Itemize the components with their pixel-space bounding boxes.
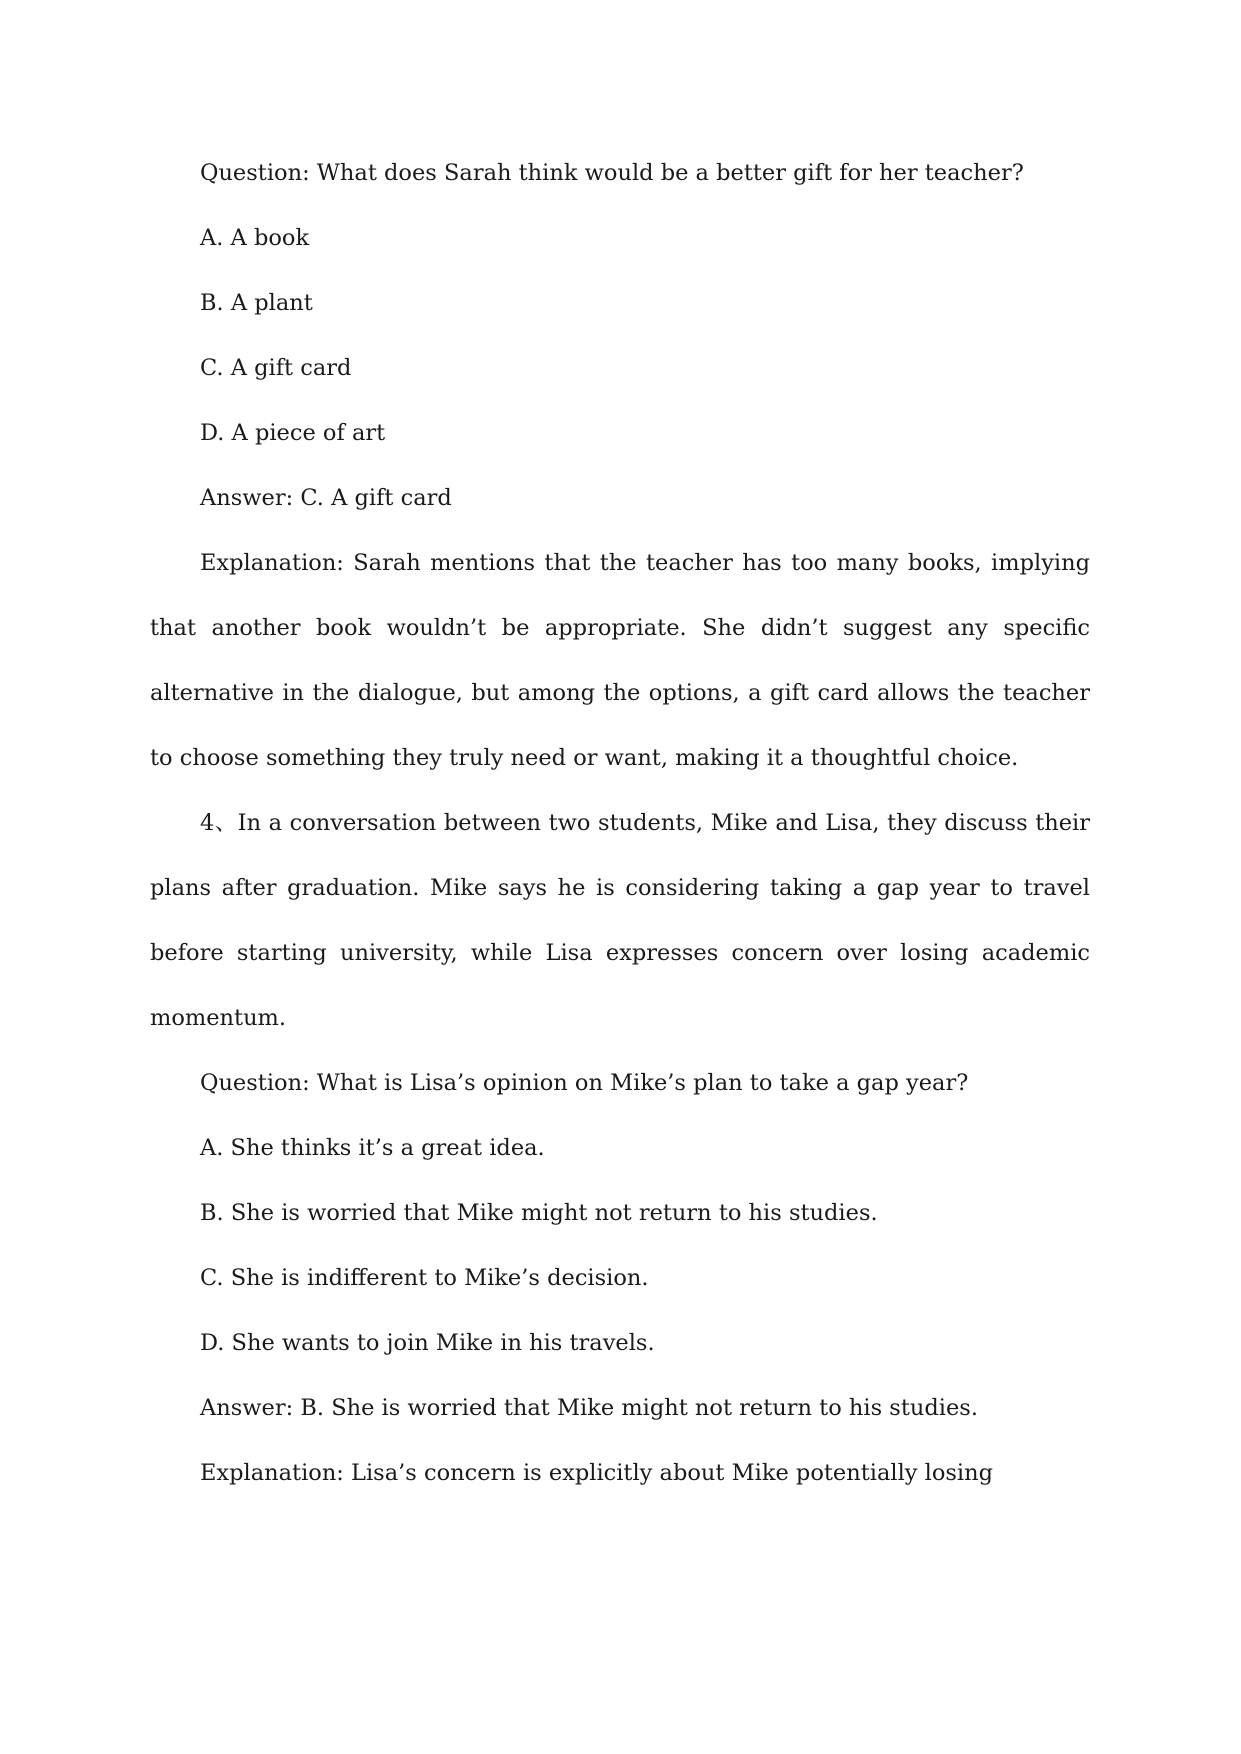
q4-answer: Answer: B. She is worried that Mike might not return to his studies. bbox=[200, 1395, 978, 1421]
q3-option-a: A. A book bbox=[200, 225, 310, 251]
q4-option-a: A. She thinks it’s a great idea. bbox=[200, 1135, 545, 1161]
q4-option-b: B. She is worried that Mike might not return to his studies. bbox=[200, 1200, 878, 1226]
q3-answer: Answer: C. A gift card bbox=[200, 485, 452, 511]
q3-option-d: D. A piece of art bbox=[200, 420, 386, 446]
q3-option-b: B. A plant bbox=[200, 290, 313, 316]
q3-option-c: C. A gift card bbox=[200, 355, 352, 381]
q4-option-d: D. She wants to join Mike in his travels. bbox=[200, 1330, 655, 1356]
q4-explanation: Explanation: Lisa’s concern is explicitly about Mike potentially losing bbox=[200, 1460, 994, 1486]
q4-option-c: C. She is indifferent to Mike’s decision. bbox=[200, 1265, 649, 1291]
q3-question: Question: What does Sarah think would be a better gift for her teacher? bbox=[200, 160, 1024, 186]
q3-explanation: Explanation: Sarah mentions that the teacher has too many books, implying that another book wouldn’t be appropriate. She didn’t suggest any specific alternative in the dialogue, but among the options, a gift card allows the teacher to choose something they truly need or want, making it a thoughtful choice. bbox=[150, 550, 1090, 771]
q4-question: Question: What is Lisa’s opinion on Mike’s plan to take a gap year? bbox=[200, 1070, 969, 1096]
document-body bbox=[150, 141, 1090, 1506]
q4-prompt: 4、In a conversation between two students, Mike and Lisa, they discuss their plans after graduation. Mike says he is considering taking a gap year to travel before starting university, while Lisa expresses concern over losing academic momentum. bbox=[150, 810, 1090, 1031]
